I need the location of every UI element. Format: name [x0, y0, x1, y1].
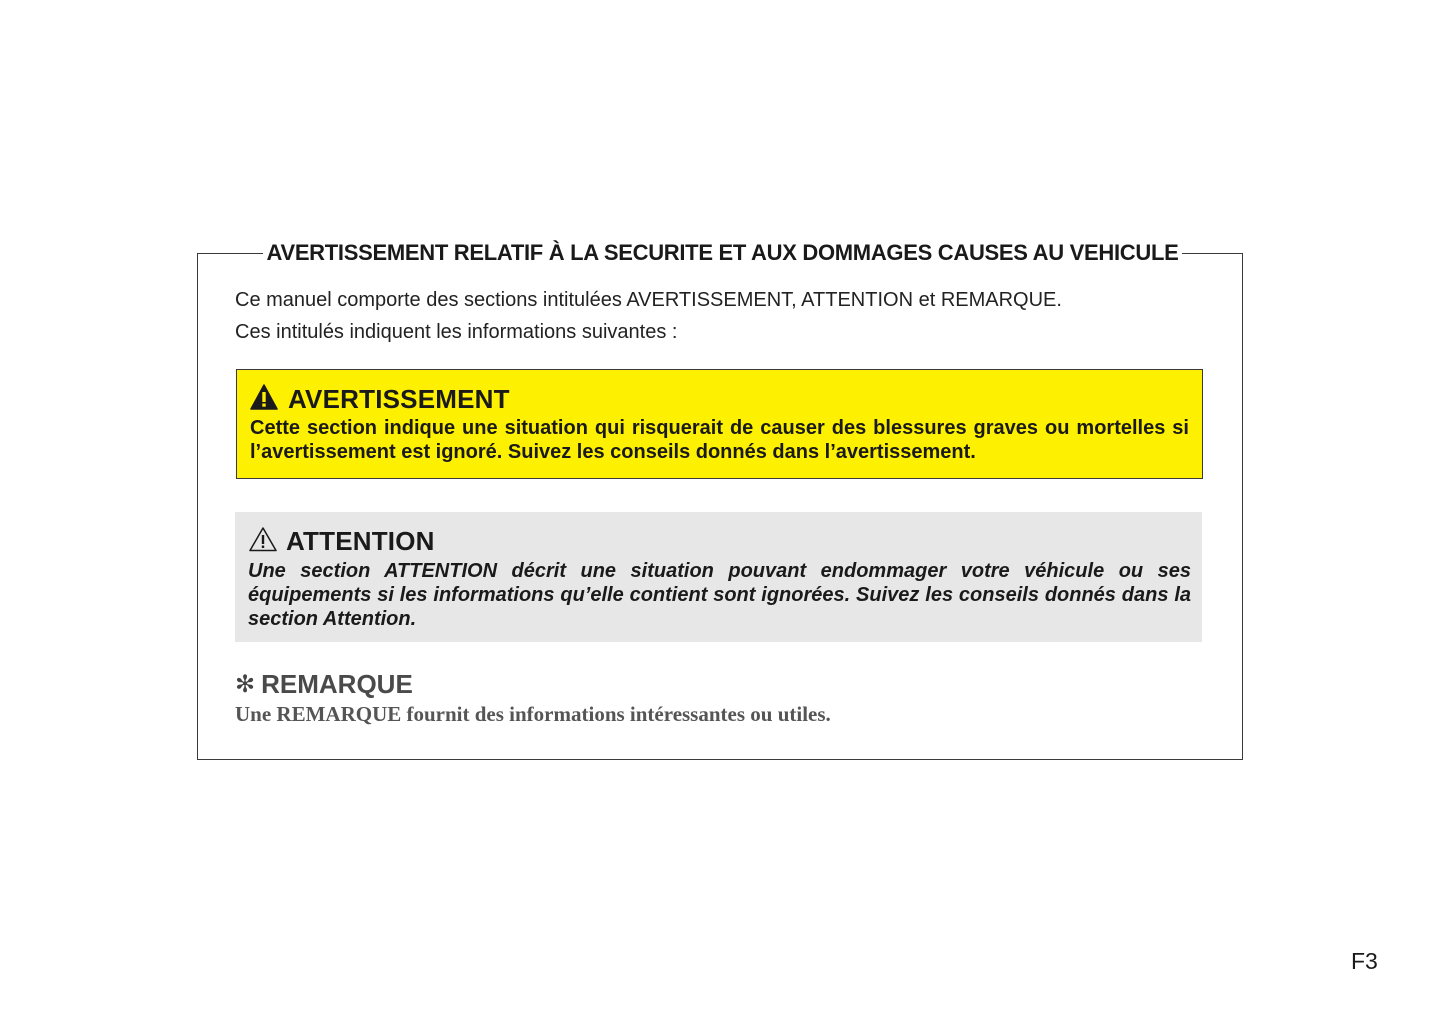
note-section: [235, 668, 831, 727]
page-number: F3: [1351, 948, 1378, 974]
attention-box: [235, 512, 1202, 642]
warning-heading-label: AVERTISSEMENT: [288, 383, 510, 414]
asterisk-star-icon: ✻: [235, 670, 256, 698]
note-heading: [235, 668, 831, 700]
attention-text: Une section ATTENTION décrit une situation pouvant endommager votre véhicule ou ses équipements si les informations qu’elle contient sont ignorées. Suivez les conseils donnés dans la section Attention.: [248, 560, 1191, 630]
intro-paragraph: [235, 284, 1062, 348]
warning-box: [236, 369, 1203, 479]
warning-text: Cette section indique une situation qui risquerait de causer des blessures graves ou mortelles si l’avertissement est ignoré. Suivez les conseils donnés dans l’avertissement.: [250, 417, 1189, 463]
intro-line-1: Ce manuel comporte des sections intitulées AVERTISSEMENT, ATTENTION et REMARQUE.: [235, 289, 1062, 311]
warning-heading: [250, 382, 1189, 416]
attention-heading-label: ATTENTION: [286, 525, 435, 556]
caution-icon: [248, 526, 278, 557]
intro-line-2: Ces intitulés indiquent les informations suivantes :: [235, 321, 678, 343]
note-heading-label: REMARQUE: [261, 668, 413, 699]
note-text: Une REMARQUE fournit des informations intéressantes ou utiles.: [235, 702, 831, 726]
warning-icon: [250, 384, 278, 415]
attention-heading: [248, 523, 1191, 559]
section-title: AVERTISSEMENT RELATIF À LA SECURITE ET AUX DOMMAGES CAUSES AU VEHICULE: [263, 239, 1181, 267]
section-title-wrapper: [0, 239, 1445, 270]
